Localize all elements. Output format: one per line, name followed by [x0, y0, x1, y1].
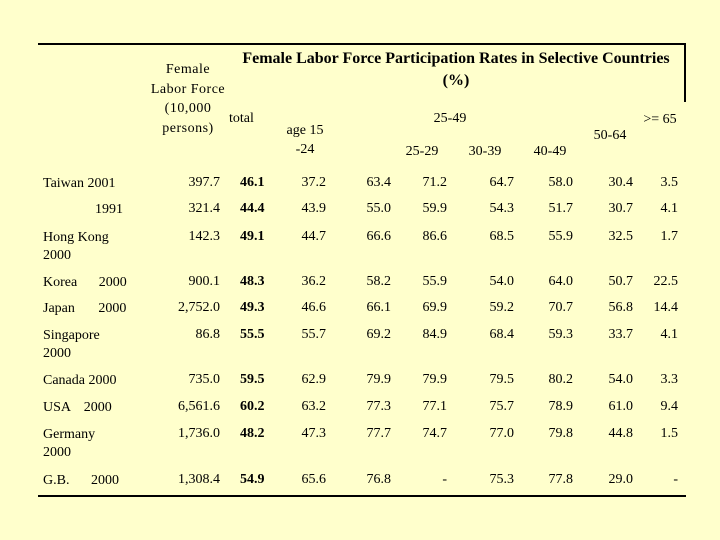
cell-col-30-39: 59.2 — [489, 300, 514, 315]
cell-total: 49.1 — [240, 229, 265, 244]
cell-col-25-29: 71.2 — [422, 175, 447, 190]
row-country: Taiwan 2001 — [43, 176, 116, 191]
cell-col-40-49: 51.7 — [548, 201, 573, 216]
cell-col-30-39: 75.7 — [489, 399, 514, 414]
header-40-49: 40-49 — [533, 144, 567, 159]
cell-col-65: 22.5 — [653, 274, 678, 289]
cell-age-15-24: 37.2 — [301, 175, 326, 190]
cell-col-25-29: 74.7 — [422, 426, 447, 441]
header-age-15-24: age 15 -24 — [286, 123, 324, 157]
header-female-labor-force: Female Labor Force (10,000 persons) — [150, 62, 226, 136]
frame-top-rule — [38, 43, 686, 45]
cell-col-30-39: 75.3 — [489, 472, 514, 487]
table-title: Female Labor Force Participation Rates in Selective Countries (%) — [242, 50, 670, 89]
cell-total: 54.9 — [240, 472, 265, 487]
row-country: Germany 2000 — [43, 427, 96, 460]
header-30-39: 30-39 — [468, 144, 502, 159]
cell-labor-force: 735.0 — [188, 372, 220, 387]
cell-age-15-24: 43.9 — [301, 201, 326, 216]
cell-col-50-64: 61.0 — [608, 399, 633, 414]
cell-labor-force: 1,736.0 — [178, 426, 220, 441]
cell-col-40-49: 78.9 — [548, 399, 573, 414]
frame-bottom-rule — [38, 495, 686, 497]
cell-col-30-39: 77.0 — [489, 426, 514, 441]
cell-col-50-64: 54.0 — [608, 372, 633, 387]
cell-col-50-64: 56.8 — [608, 300, 633, 315]
cell-col-65: 4.1 — [660, 201, 678, 216]
cell-col-50-64: 50.7 — [608, 274, 633, 289]
cell-col-40-49: 77.8 — [548, 472, 573, 487]
cell-col-25-29: 86.6 — [422, 229, 447, 244]
cell-total: 46.1 — [240, 175, 265, 190]
row-country: USA 2000 — [43, 400, 112, 415]
cell-labor-force: 321.4 — [188, 201, 220, 216]
header-65-plus: >= 65 — [643, 112, 677, 127]
cell-labor-force: 86.8 — [195, 327, 220, 342]
cell-col-25-49: 58.2 — [366, 274, 391, 289]
cell-col-25-49: 66.6 — [366, 229, 391, 244]
cell-col-25-49: 63.4 — [366, 175, 391, 190]
cell-total: 49.3 — [240, 300, 265, 315]
cell-age-15-24: 63.2 — [301, 399, 326, 414]
cell-col-25-29: 69.9 — [422, 300, 447, 315]
cell-col-30-39: 68.4 — [489, 327, 514, 342]
cell-total: 48.2 — [240, 426, 265, 441]
cell-col-50-64: 32.5 — [608, 229, 633, 244]
cell-total: 55.5 — [240, 327, 265, 342]
cell-col-25-49: 66.1 — [366, 300, 391, 315]
cell-col-25-49: 77.7 — [366, 426, 391, 441]
cell-col-65: 1.7 — [660, 229, 678, 244]
cell-col-25-29: - — [442, 472, 447, 487]
cell-total: 48.3 — [240, 274, 265, 289]
row-country: Japan 2000 — [43, 301, 127, 316]
cell-col-50-64: 30.7 — [608, 201, 633, 216]
cell-col-65: 14.4 — [653, 300, 678, 315]
cell-col-40-49: 55.9 — [548, 229, 573, 244]
cell-age-15-24: 44.7 — [301, 229, 326, 244]
header-25-29: 25-29 — [405, 144, 439, 159]
cell-col-30-39: 54.3 — [489, 201, 514, 216]
cell-col-65: 4.1 — [660, 327, 678, 342]
cell-labor-force: 900.1 — [188, 274, 220, 289]
cell-col-25-49: 79.9 — [366, 372, 391, 387]
cell-labor-force: 2,752.0 — [178, 300, 220, 315]
cell-col-25-29: 84.9 — [422, 327, 447, 342]
cell-col-65: 3.3 — [660, 372, 678, 387]
cell-col-40-49: 59.3 — [548, 327, 573, 342]
cell-col-50-64: 33.7 — [608, 327, 633, 342]
row-country: Hong Kong 2000 — [43, 230, 109, 263]
frame-right-rule — [684, 43, 686, 102]
cell-col-50-64: 30.4 — [608, 175, 633, 190]
cell-col-25-49: 76.8 — [366, 472, 391, 487]
cell-col-65: 3.5 — [660, 175, 678, 190]
cell-col-30-39: 64.7 — [489, 175, 514, 190]
cell-total: 59.5 — [240, 372, 265, 387]
cell-col-25-49: 77.3 — [366, 399, 391, 414]
cell-col-25-29: 55.9 — [422, 274, 447, 289]
cell-col-30-39: 68.5 — [489, 229, 514, 244]
row-country: Singapore 2000 — [43, 328, 100, 361]
cell-col-65: 9.4 — [660, 399, 678, 414]
header-25-49: 25-49 — [433, 111, 467, 126]
cell-age-15-24: 46.6 — [301, 300, 326, 315]
cell-col-65: - — [673, 472, 678, 487]
cell-col-30-39: 54.0 — [489, 274, 514, 289]
cell-col-30-39: 79.5 — [489, 372, 514, 387]
cell-labor-force: 6,561.6 — [178, 399, 220, 414]
cell-col-25-29: 77.1 — [422, 399, 447, 414]
cell-col-40-49: 79.8 — [548, 426, 573, 441]
row-country: Korea 2000 — [43, 275, 127, 290]
row-country: 1991 — [95, 202, 123, 217]
cell-labor-force: 1,308.4 — [178, 472, 220, 487]
cell-age-15-24: 36.2 — [301, 274, 326, 289]
cell-col-50-64: 44.8 — [608, 426, 633, 441]
cell-age-15-24: 62.9 — [301, 372, 326, 387]
cell-col-25-49: 69.2 — [366, 327, 391, 342]
cell-total: 44.4 — [240, 201, 265, 216]
cell-col-40-49: 80.2 — [548, 372, 573, 387]
row-country: G.B. 2000 — [43, 473, 119, 488]
cell-col-50-64: 29.0 — [608, 472, 633, 487]
cell-labor-force: 397.7 — [188, 175, 220, 190]
cell-col-40-49: 64.0 — [548, 274, 573, 289]
cell-col-25-29: 59.9 — [422, 201, 447, 216]
header-total: total — [229, 111, 254, 126]
cell-col-25-49: 55.0 — [366, 201, 391, 216]
cell-col-40-49: 70.7 — [548, 300, 573, 315]
cell-total: 60.2 — [240, 399, 265, 414]
cell-labor-force: 142.3 — [188, 229, 220, 244]
cell-col-25-29: 79.9 — [422, 372, 447, 387]
header-50-64: 50-64 — [593, 128, 627, 143]
cell-age-15-24: 65.6 — [301, 472, 326, 487]
row-country: Canada 2000 — [43, 373, 117, 388]
cell-age-15-24: 47.3 — [301, 426, 326, 441]
cell-col-65: 1.5 — [660, 426, 678, 441]
cell-age-15-24: 55.7 — [301, 327, 326, 342]
cell-col-40-49: 58.0 — [548, 175, 573, 190]
